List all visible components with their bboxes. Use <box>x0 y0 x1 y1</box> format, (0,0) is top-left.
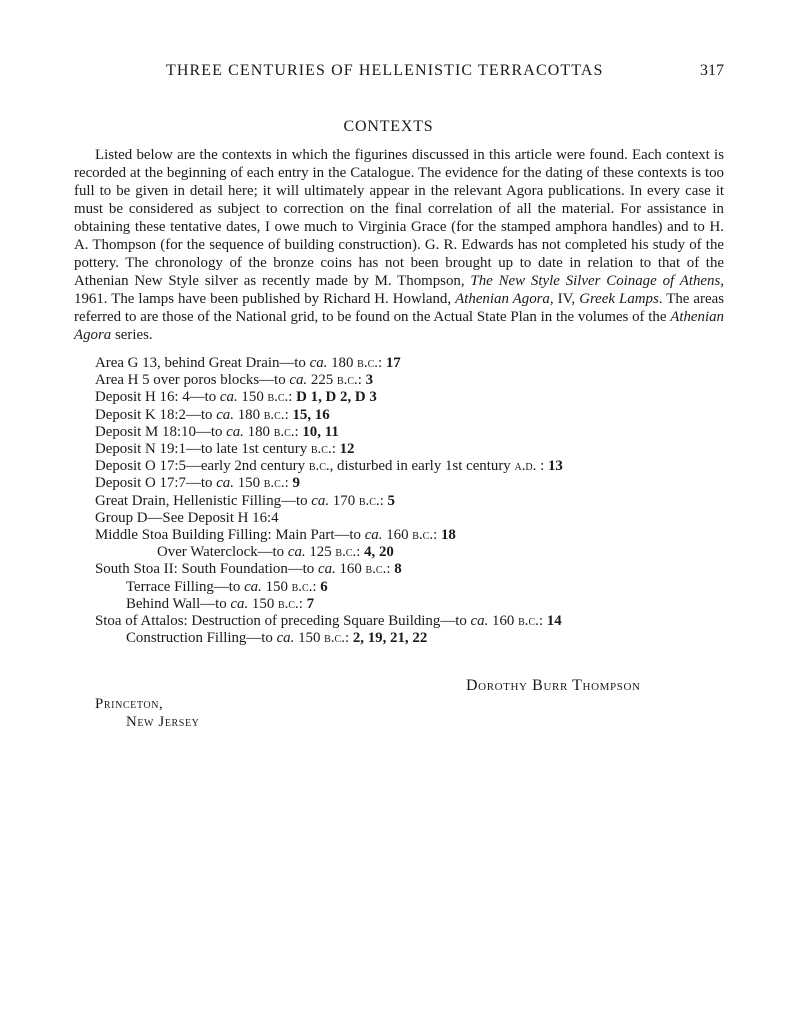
era-abbrev: b.c. <box>324 630 345 647</box>
context-separator: : <box>284 406 293 423</box>
era-abbrev: b.c. <box>335 544 357 561</box>
context-date: 160 <box>335 561 366 578</box>
intro-text-part2: , 1961. The lamps have been published by Richard H. Howland, <box>74 273 724 308</box>
context-separator: : <box>288 389 297 406</box>
intro-text-part3: , IV, <box>549 291 580 308</box>
catalogue-refs: 6 <box>320 578 328 595</box>
era-abbrev: b.c. <box>310 441 332 458</box>
catalogue-refs: 18 <box>440 527 456 544</box>
catalogue-refs: 3 <box>365 372 374 389</box>
circa-abbrev: ca. <box>244 578 262 595</box>
era-abbrev: a.d. <box>514 458 537 475</box>
book-title-lamps: Greek Lamps <box>579 291 659 308</box>
intro-text-part4: . The areas referred to are those of the National grid, to be found on the Actual State Plan in the volumes of the <box>74 291 724 326</box>
context-date: 225 <box>307 372 337 389</box>
era-abbrev: b.c. <box>263 475 285 492</box>
context-description: Stoa of Attalos: Destruction of preceding Square Building—to <box>95 613 471 630</box>
context-entry <box>95 372 725 389</box>
context-date: 180 <box>233 406 264 423</box>
catalogue-refs: 8 <box>394 561 402 578</box>
context-description: Deposit K 18:2—to <box>95 406 217 423</box>
era-abbrev: b.c. <box>291 578 313 595</box>
catalogue-refs: 14 <box>546 613 562 630</box>
context-entry <box>95 527 725 544</box>
context-separator: , disturbed in early 1st century <box>329 458 515 475</box>
context-description: Deposit H 16: 4—to <box>95 389 220 406</box>
context-date: 180 <box>327 355 358 371</box>
circa-abbrev: ca. <box>309 355 328 371</box>
intro-paragraph <box>74 146 724 345</box>
running-head <box>0 62 789 86</box>
context-separator: : <box>356 544 365 561</box>
context-separator: : <box>386 561 395 578</box>
catalogue-refs: 15, 16 <box>292 406 330 423</box>
circa-abbrev: ca. <box>219 389 238 406</box>
context-separator: : <box>379 492 388 509</box>
context-separator: : <box>377 355 386 371</box>
context-date: 150 <box>294 630 325 647</box>
circa-abbrev: ca. <box>289 372 308 389</box>
context-entry <box>95 441 725 458</box>
circa-abbrev: ca. <box>276 630 295 647</box>
context-entry <box>95 424 725 441</box>
section-title-text: CONTEXTS <box>343 118 434 135</box>
context-separator: : <box>294 423 303 440</box>
context-description: Deposit O 17:5—early 2nd century <box>95 458 309 475</box>
context-entry <box>95 510 725 527</box>
context-entry <box>95 475 725 492</box>
book-title-agora: Athenian Agora <box>455 291 550 308</box>
context-description: Group D—See Deposit H 16:4 <box>95 509 279 526</box>
context-entry <box>95 493 725 510</box>
era-abbrev: b.c. <box>277 595 299 612</box>
era-abbrev: b.c. <box>273 423 295 440</box>
context-description: Deposit N 19:1—to late 1st century <box>95 441 311 458</box>
context-description: Over Waterclock—to <box>157 544 288 561</box>
era-abbrev: b.c. <box>336 372 358 389</box>
catalogue-refs: 7 <box>306 595 315 612</box>
context-date: 150 <box>261 578 292 595</box>
intro-text-part5: series. <box>111 327 153 344</box>
context-separator: : <box>357 372 366 389</box>
context-description: Area H 5 over poros blocks—to <box>95 372 290 389</box>
era-abbrev: b.c. <box>358 492 380 509</box>
context-description: South Stoa II: South Foundation—to <box>95 561 318 578</box>
context-entry <box>95 579 725 596</box>
circa-abbrev: ca. <box>226 423 244 440</box>
context-separator: : <box>298 595 307 612</box>
catalogue-refs: 4, 20 <box>364 544 394 561</box>
context-description: Deposit O 17:7—to <box>95 475 217 492</box>
context-entry <box>95 613 725 630</box>
context-date: 170 <box>329 492 359 509</box>
context-list <box>95 355 725 647</box>
context-separator: : <box>344 630 353 647</box>
circa-abbrev: ca. <box>216 475 234 492</box>
context-description: Middle Stoa Building Filling: Main Part—to <box>95 527 365 544</box>
catalogue-refs: 10, 11 <box>302 423 339 440</box>
page-number: 317 <box>700 62 724 79</box>
context-separator: : <box>284 475 293 492</box>
circa-abbrev: ca. <box>364 527 383 544</box>
era-abbrev: b.c. <box>308 458 330 475</box>
context-description: Great Drain, Hellenistic Filling—to <box>95 492 312 509</box>
era-abbrev: b.c. <box>357 355 378 371</box>
catalogue-refs: D 1, D 2, D 3 <box>296 389 377 406</box>
circa-abbrev: ca. <box>287 544 306 561</box>
context-description: Behind Wall—to <box>126 595 231 612</box>
context-date: 150 <box>237 389 268 406</box>
context-description: Construction Filling—to <box>126 630 277 647</box>
context-description: Area G 13, behind Great Drain—to <box>95 355 310 371</box>
intro-text <box>74 146 724 345</box>
era-abbrev: b.c. <box>518 613 539 630</box>
context-separator: : <box>433 527 441 544</box>
book-title-coinage: The New Style Silver Coinage of Athens <box>470 273 721 290</box>
place-city: Princeton, <box>95 696 164 712</box>
catalogue-refs: 2, 19, 21, 22 <box>352 630 428 647</box>
circa-abbrev: ca. <box>470 613 489 630</box>
era-abbrev: b.c. <box>365 561 387 578</box>
author-name: Dorothy Burr Thompson <box>466 677 641 694</box>
context-entry <box>95 630 725 647</box>
era-abbrev: b.c. <box>263 406 285 423</box>
context-entry <box>95 355 725 372</box>
context-entry <box>95 389 725 406</box>
context-date: 180 <box>243 423 274 440</box>
context-date: 160 <box>488 613 519 630</box>
catalogue-refs: 17 <box>385 355 401 371</box>
intro-text-part1: Listed below are the contexts in which the figurines discussed in this article were found. Each context is recorded at the beginning of each entry in the Catalogue. The evidence for the dating of these contexts is too full to be given in detail here; it will ultimately appear in the relevant Agora publications. In every case it must be considered as subject to correction on the final correlation of all the material. For assistance in obtaining these tentative dates, I owe much to Virginia Grace (for the stamped amphora handles) and to H. A. Thompson (for the sequence of building construction). G. R. Edwards has not completed his study of the pottery. The chronology of the bronze coins has not been brought up to date in relation to that of the Athenian New Style silver as recently made by M. Thompson, <box>74 147 724 290</box>
context-entry <box>95 407 725 424</box>
circa-abbrev: ca. <box>317 561 336 578</box>
context-separator: : <box>536 458 548 475</box>
circa-abbrev: ca. <box>230 595 249 612</box>
catalogue-refs: 5 <box>387 492 395 509</box>
context-description: Deposit M 18:10—to <box>95 423 227 440</box>
context-date: 150 <box>233 475 264 492</box>
context-separator: : <box>331 441 340 458</box>
catalogue-refs: 12 <box>339 441 355 458</box>
series-title-agora: Athenian Agora <box>74 309 724 344</box>
context-entry <box>95 544 725 561</box>
context-date: 125 <box>305 544 336 561</box>
era-abbrev: b.c. <box>412 527 434 544</box>
catalogue-refs: 13 <box>547 458 563 475</box>
section-title <box>0 118 789 136</box>
context-entry <box>95 458 725 475</box>
context-description: Terrace Filling—to <box>126 578 245 595</box>
context-date: 150 <box>248 595 278 612</box>
catalogue-refs: 9 <box>292 475 300 492</box>
context-entry <box>95 596 725 613</box>
era-abbrev: b.c. <box>267 389 289 406</box>
context-date: 160 <box>382 527 413 544</box>
context-separator: : <box>538 613 547 630</box>
place-state: New Jersey <box>126 714 200 730</box>
context-separator: : <box>312 578 321 595</box>
running-title: THREE CENTURIES OF HELLENISTIC TERRACOTTAS <box>166 62 604 79</box>
context-entry <box>95 561 725 578</box>
circa-abbrev: ca. <box>311 492 330 509</box>
circa-abbrev: ca. <box>216 406 234 423</box>
